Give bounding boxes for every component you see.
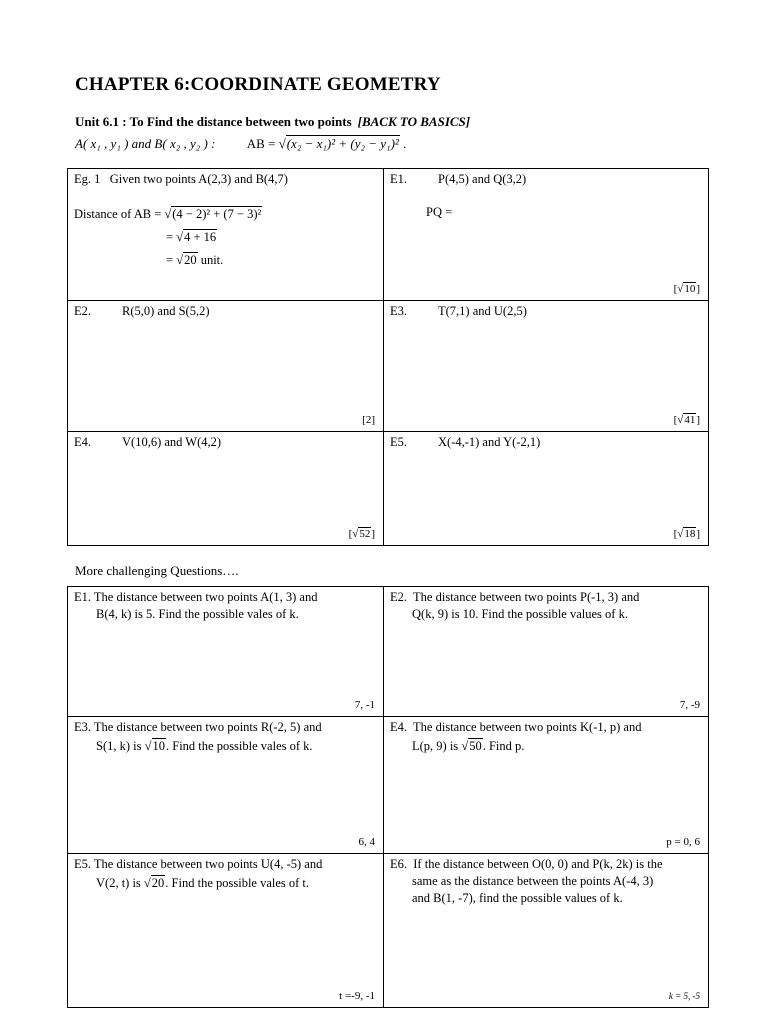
challenge-e6-cell	[383, 853, 708, 1007]
challenge-e4-sqrt: 50	[469, 739, 482, 753]
basics-e3-answer: [√41]	[673, 414, 700, 426]
example-step-1: Distance of AB = √(4 − 2)² + (7 − 3)²	[74, 207, 262, 221]
basics-e2-cell	[68, 300, 383, 431]
basics-question-grid	[67, 168, 709, 546]
challenge-question-grid	[67, 586, 709, 1008]
basics-e5-text: X(-4,-1) and Y(-2,1)	[438, 435, 541, 449]
example-text: Given two points A(2,3) and B(4,7)	[109, 172, 288, 186]
challenge-e2-label: E2.	[390, 590, 408, 604]
basics-e3-cell	[383, 300, 708, 431]
basics-e4-text: V(10,6) and W(4,2)	[122, 435, 222, 449]
challenge-e6-answer: k = 5, -5	[668, 991, 700, 1001]
challenge-e5-line2-start: V(2, t) is	[96, 876, 141, 890]
challenge-e1-answer: 7, -1	[354, 699, 375, 711]
challenge-e3-sqrt: 10	[152, 739, 165, 753]
basics-e2-label: E2.	[74, 304, 92, 318]
basics-e5-cell	[383, 431, 708, 545]
example-label: Eg. 1	[74, 172, 101, 186]
challenge-heading: More challenging Questions….	[75, 563, 239, 578]
challenge-e3-line1: The distance between two points R(-2, 5) and	[93, 720, 322, 734]
challenge-e3-line2-start: S(1, k) is	[96, 739, 142, 753]
example-unit: unit.	[200, 253, 224, 267]
challenge-e2-answer: 7, -9	[679, 699, 700, 711]
challenge-e3-answer: 6, 4	[358, 836, 375, 848]
formula-points: A( x₁ , y₁ ) and B( x₂ , y₂ ) :	[75, 136, 216, 151]
unit-heading	[75, 114, 470, 130]
challenge-e6-line2: same as the distance between the points A(-4, 3)	[412, 874, 654, 888]
basics-e3-text: T(7,1) and U(2,5)	[438, 304, 527, 318]
challenge-e1-line1: The distance between two points A(1, 3) and	[93, 590, 318, 604]
challenge-e1-line2: B(4, k) is 5. Find the possible vales of k.	[96, 607, 299, 621]
challenge-e3-label: E3.	[74, 720, 92, 734]
example-step-3-equals: =	[166, 253, 174, 267]
unit-tag: [BACK TO BASICS]	[357, 114, 471, 129]
example-cell	[68, 169, 383, 300]
basics-e2-text: R(5,0) and S(5,2)	[122, 304, 210, 318]
challenge-e4-cell	[383, 716, 708, 853]
example-step-2-expression: 4 + 16	[184, 230, 217, 244]
formula-end: .	[403, 136, 407, 151]
formula-ab-expression: (x₂ − x₁)² + (y₂ − y₁)²	[286, 136, 399, 151]
example-step-1-expression: (4 − 2)² + (7 − 3)²	[172, 207, 262, 221]
example-step-3-expression: 20	[184, 253, 197, 267]
basics-e1-text: P(4,5) and Q(3,2)	[438, 172, 527, 186]
challenge-e6-line3: and B(1, -7), find the possible values of k.	[412, 891, 623, 905]
challenge-e1-label: E1.	[74, 590, 92, 604]
challenge-e2-cell	[383, 587, 708, 716]
basics-e4-label: E4.	[74, 435, 92, 449]
challenge-e6-line1: If the distance between O(0, 0) and P(k, 2k) is the	[413, 857, 663, 871]
example-step-2: = √4 + 16	[166, 230, 217, 244]
challenge-e5-sqrt: 20	[151, 876, 165, 890]
basics-e4-answer: [√52]	[348, 528, 375, 540]
formula-ab-label: AB =	[246, 136, 276, 151]
challenge-e3-cell	[68, 716, 383, 853]
basics-e1-work: PQ =	[426, 205, 453, 219]
basics-e4-cell	[68, 431, 383, 545]
challenge-e5-line2: V(2, t) is √20. Find the possible vales of t.	[96, 876, 310, 890]
challenge-e5-line2-end: . Find the possible vales of t.	[165, 876, 310, 890]
challenge-e2-line2: Q(k, 9) is 10. Find the possible values of k.	[412, 607, 628, 621]
challenge-e5-cell	[68, 853, 383, 1007]
basics-e2-answer: [2]	[362, 414, 375, 426]
basics-e5-label: E5.	[390, 435, 408, 449]
basics-e1-cell	[383, 169, 708, 300]
unit-label: Unit 6.1 : To Find the distance between two points	[75, 114, 352, 129]
challenge-e3-line2-end: . Find the possible vales of k.	[166, 739, 313, 753]
basics-e5-answer: [√18]	[673, 528, 700, 540]
basics-e3-label: E3.	[390, 304, 408, 318]
challenge-e2-line1: The distance between two points P(-1, 3) and	[413, 590, 640, 604]
basics-e1-answer: [√10]	[673, 283, 700, 295]
challenge-e3-line2: S(1, k) is √10. Find the possible vales of k.	[96, 739, 313, 753]
distance-formula: A( x₁ , y₁ ) and B( x₂ , y₂ ) : AB = √(x₂ − x₁)² + (y₂ − y₁)² .	[75, 136, 407, 151]
challenge-e4-line2: L(p, 9) is √50. Find p.	[412, 739, 525, 753]
challenge-e5-line1: The distance between two points U(4, -5) and	[93, 857, 323, 871]
chapter-title: CHAPTER 6:COORDINATE GEOMETRY	[75, 74, 441, 95]
challenge-e5-answer: t =-9, -1	[339, 990, 375, 1002]
challenge-e4-line1: The distance between two points K(-1, p) and	[413, 720, 642, 734]
example-step-2-equals: =	[166, 230, 174, 244]
challenge-e4-label: E4.	[390, 720, 408, 734]
challenge-e4-answer: p = 0, 6	[666, 836, 700, 848]
challenge-e4-line2-start: L(p, 9) is	[412, 739, 459, 753]
example-distance-label: Distance of AB =	[74, 207, 162, 221]
challenge-e4-line2-end: . Find p.	[482, 739, 525, 753]
challenge-e5-label: E5.	[74, 857, 92, 871]
challenge-e1-cell	[68, 587, 383, 716]
example-step-3: = √20 unit.	[166, 253, 224, 267]
basics-e1-label: E1.	[390, 172, 408, 186]
challenge-e6-label: E6.	[390, 857, 408, 871]
